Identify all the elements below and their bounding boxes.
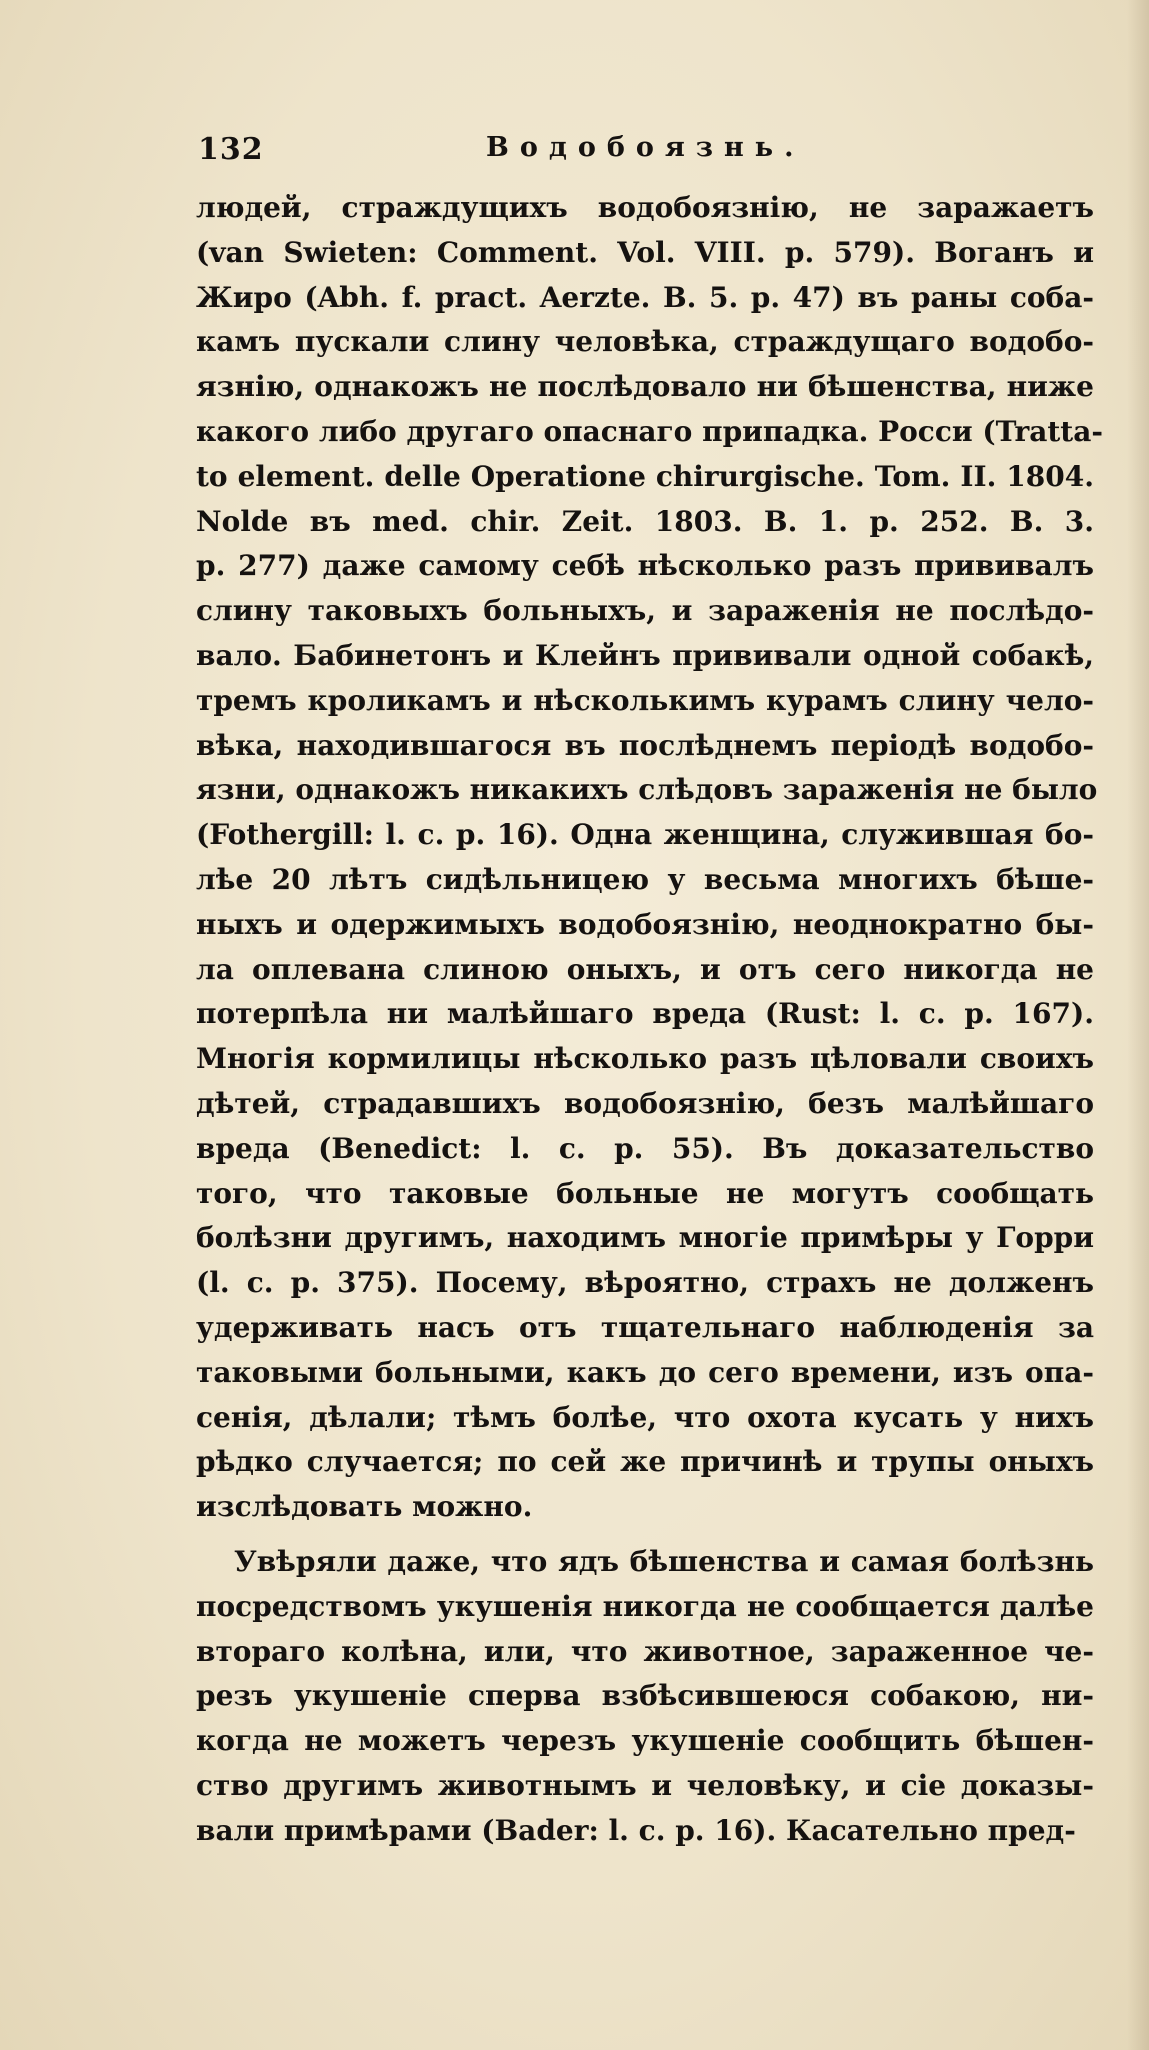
text-line: потерпѣла ни малѣйшаго вреда (Rust: l. c. p. 167). <box>196 997 1094 1031</box>
paragraph-gap <box>196 1530 1094 1540</box>
paragraph-2 <box>196 1540 1094 1854</box>
text-line: вѣка, находившагося въ послѣднемъ періодѣ водобо- <box>196 728 1094 762</box>
page-number: 132 <box>198 132 264 167</box>
page-header <box>198 132 928 172</box>
text-line: to element. delle Operatione chirurgische. Tom. II. 1804. <box>196 459 1094 493</box>
text-line: Увѣряли даже, что ядъ бѣшенства и самая болѣзнь <box>234 1544 1094 1578</box>
body-text <box>196 186 1103 1853</box>
text-line: ныхъ и одержимыхъ водобоязнію, неоднократно бы- <box>196 907 1094 941</box>
text-line: вреда (Benedict: l. c. p. 55). Въ доказательство <box>196 1131 1094 1165</box>
paragraph-1 <box>196 186 1103 1530</box>
text-line: того, что таковые больные не могутъ сообщать <box>196 1176 1094 1210</box>
text-line: вали примѣрами (Bader: l. c. p. 16). Касательно пред- <box>196 1813 1076 1847</box>
text-line: (l. c. p. 375). Посему, вѣроятно, страхъ не долженъ <box>196 1266 1094 1300</box>
text-line: лѣе 20 лѣтъ сидѣльницею у весьма многихъ бѣше- <box>196 862 1094 896</box>
text-line: ла оплевана слиною оныхъ, и отъ сего никогда не <box>196 952 1094 986</box>
text-line: когда не можетъ черезъ укушеніе сообщить бѣшен- <box>196 1724 1094 1758</box>
text-line: (van Swieten: Comment. Vol. VIII. p. 579). Воганъ и <box>196 235 1094 269</box>
text-line: посредствомъ укушенія никогда не сообщается далѣе <box>196 1589 1094 1623</box>
text-line: какого либо другаго опаснаго припадка. Росси (Tratta- <box>196 414 1103 448</box>
text-line: болѣзни другимъ, находимъ многіе примѣры у Горри <box>196 1221 1094 1255</box>
text-line: камъ пускали слину человѣка, страждущаго водобо- <box>196 325 1094 359</box>
text-line: p. 277) даже самому себѣ нѣсколько разъ прививалъ <box>196 549 1094 583</box>
text-line: язни, однакожъ никакихъ слѣдовъ зараженія не было <box>196 773 1098 807</box>
text-line: Nolde въ med. chir. Zeit. 1803. B. 1. p. 252. B. 3. <box>196 504 1094 538</box>
text-line: удерживать насъ отъ тщательнаго наблюденія за <box>196 1310 1094 1344</box>
text-line: тремъ кроликамъ и нѣсколькимъ курамъ слину чело- <box>196 683 1094 717</box>
text-line: людей, страждущихъ водобоязнію, не заражаетъ <box>196 191 1094 224</box>
text-line: слину таковыхъ больныхъ, и зараженія не послѣдо- <box>196 594 1094 628</box>
text-line: Жиро (Abh. f. pract. Aerzte. B. 5. p. 47) въ раны соба- <box>196 280 1094 314</box>
text-line: изслѣдовать можно. <box>196 1490 533 1524</box>
text-line: Многія кормилицы нѣсколько разъ цѣловали своихъ <box>196 1042 1094 1076</box>
text-line: резъ укушеніе сперва взбѣсившеюся собакою, ни- <box>196 1679 1094 1713</box>
text-line: дѣтей, страдавшихъ водобоязнію, безъ малѣйшаго <box>196 1086 1094 1120</box>
page-edge-shadow <box>1127 0 1149 2050</box>
text-line: сенія, дѣлали; тѣмъ болѣе, что охота кусать у нихъ <box>196 1400 1094 1434</box>
text-line: (Fothergill: l. c. p. 16). Одна женщина, служившая бо- <box>196 818 1094 852</box>
text-line: рѣдко случается; по сей же причинѣ и трупы оныхъ <box>196 1445 1094 1479</box>
text-line: таковыми больными, какъ до сего времени, изъ опа- <box>196 1355 1094 1389</box>
text-line: язнію, однакожъ не послѣдовало ни бѣшенства, ниже <box>196 370 1094 404</box>
text-line: втораго колѣна, или, что животное, зараженное че- <box>196 1634 1094 1668</box>
text-line: вало. Бабинетонъ и Клейнъ прививали одной собакѣ, <box>196 638 1094 672</box>
text-line: ство другимъ животнымъ и человѣку, и сіе доказы- <box>196 1768 1094 1802</box>
running-title: Водобоязнь. <box>486 132 805 163</box>
